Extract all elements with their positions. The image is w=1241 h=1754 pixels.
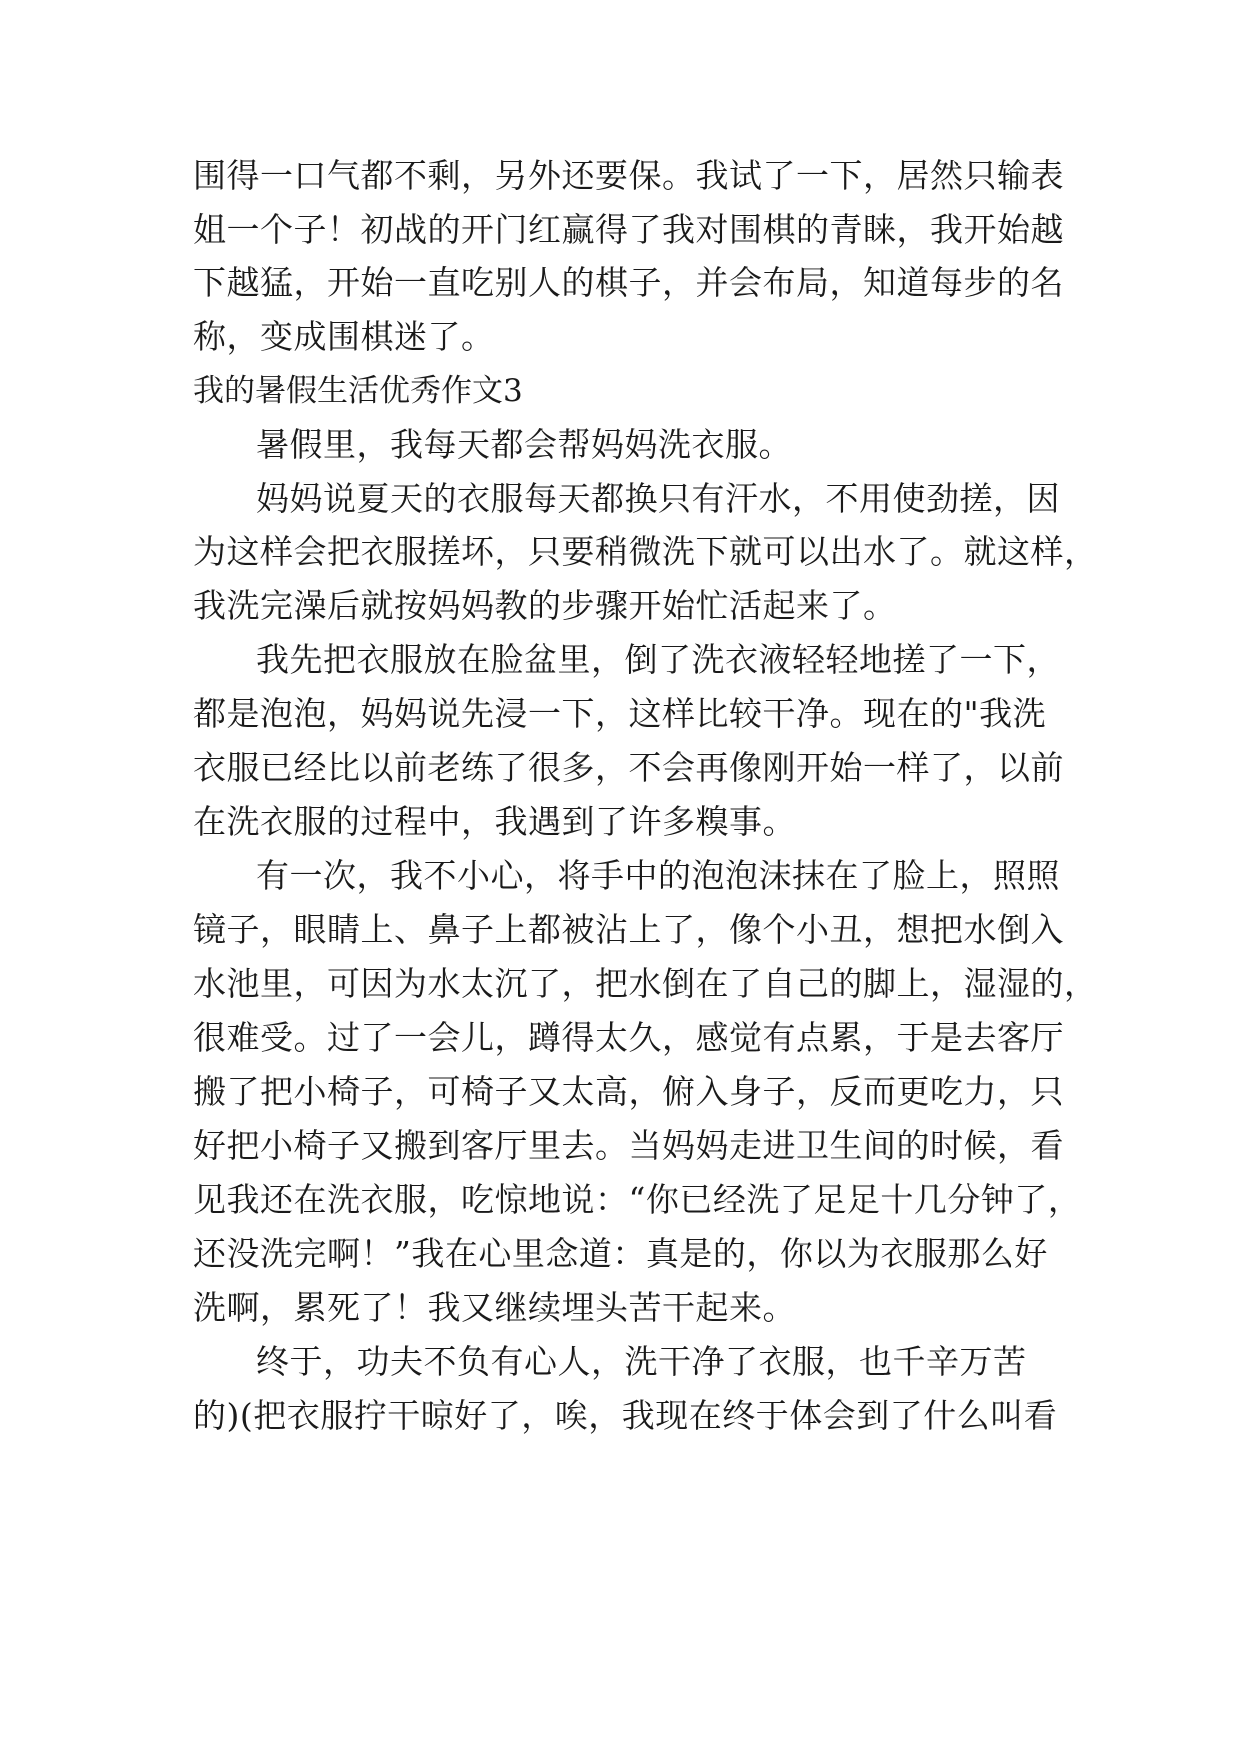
section-heading: 我的暑假生活优秀作文3	[193, 373, 523, 409]
paragraph-first-line: 终于，功夫不负有心人，洗干净了衣服，也千辛万苦	[256, 1342, 1027, 1381]
text-line: 都是泡泡，妈妈说先浸一下，这样比较干净。现在的"我洗	[193, 694, 1047, 733]
text-line: 衣服已经比以前老练了很多，不会再像刚开始一样了，以前	[193, 748, 1064, 787]
text-line: 的)(把衣服拧干晾好了，唉，我现在终于体会到了什么叫看	[193, 1396, 1058, 1435]
text-line: 好把小椅子又搬到客厅里去。当妈妈走进卫生间的时候，看	[193, 1126, 1064, 1165]
text-line: 称，变成围棋迷了。	[193, 317, 495, 356]
text-line: 在洗衣服的过程中，我遇到了许多糗事。	[193, 802, 796, 841]
text-line: 洗啊，累死了！我又继续埋头苦干起来。	[193, 1288, 796, 1327]
paragraph-first-line: 暑假里，我每天都会帮妈妈洗衣服。	[256, 425, 792, 464]
text-line: 围得一口气都不剩，另外还要保。我试了一下，居然只输表	[193, 156, 1064, 195]
text-line: 很难受。过了一会儿，蹲得太久，感觉有点累，于是去客厅	[193, 1018, 1064, 1057]
text-line: 为这样会把衣服搓坏，只要稍微洗下就可以出水了。就这样，	[193, 532, 1098, 571]
text-line: 搬了把小椅子，可椅子又太高，俯入身子，反而更吃力，只	[193, 1072, 1064, 1111]
paragraph-first-line: 有一次，我不小心，将手中的泡泡沫抹在了脸上，照照	[256, 856, 1060, 895]
text-line: 下越猛，开始一直吃别人的棋子，并会布局，知道每步的名	[193, 263, 1064, 302]
text-line: 见我还在洗衣服，吃惊地说：“你已经洗了足足十几分钟了，	[193, 1180, 1082, 1219]
text-line: 还没洗完啊！”我在心里念道：真是的，你以为衣服那么好	[193, 1234, 1048, 1273]
text-line: 姐一个子！初战的开门红赢得了我对围棋的青睐，我开始越	[193, 210, 1064, 249]
text-line: 镜子，眼睛上、鼻子上都被沾上了，像个小丑，想把水倒入	[193, 910, 1064, 949]
paragraph-first-line: 妈妈说夏天的衣服每天都换只有汗水，不用使劲搓，因	[256, 479, 1060, 518]
paragraph-first-line: 我先把衣服放在脸盆里，倒了洗衣液轻轻地搓了一下，	[256, 640, 1060, 679]
text-line: 我洗完澡后就按妈妈教的步骤开始忙活起来了。	[193, 586, 897, 625]
text-line: 水池里，可因为水太沉了，把水倒在了自己的脚上，湿湿的，	[193, 964, 1098, 1003]
